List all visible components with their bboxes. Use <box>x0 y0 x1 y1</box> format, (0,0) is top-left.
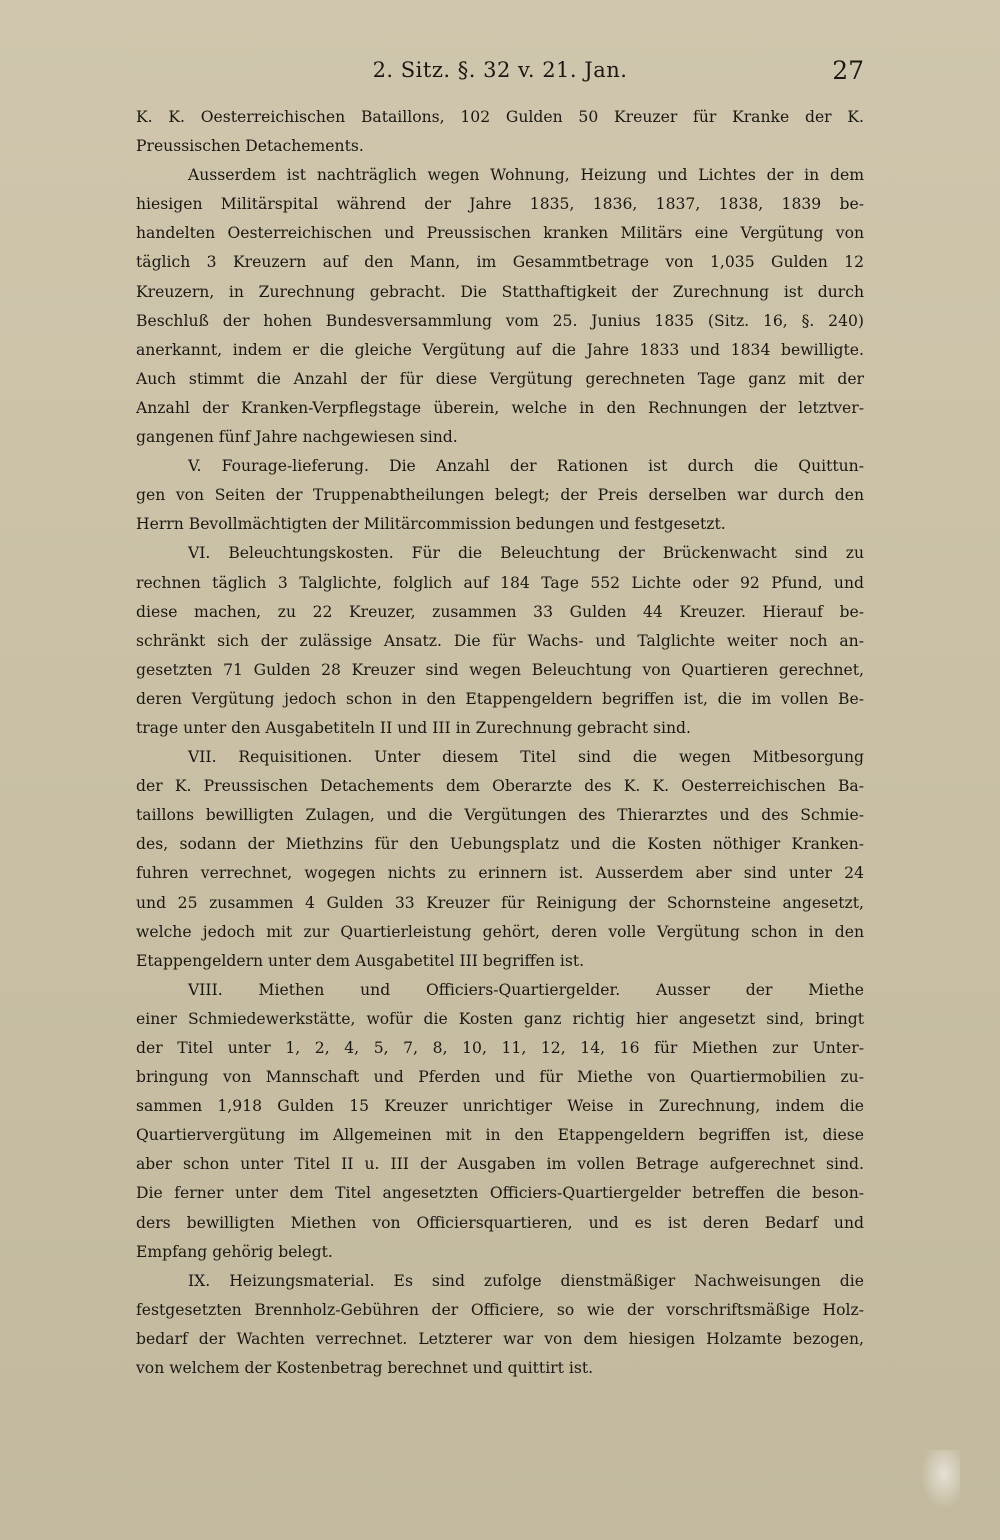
text-line: taillons bewilligten Zulagen, und die Vergütungen des Thierarztes und des Schmie- <box>136 806 864 825</box>
text-line: ders bewilligten Miethen von Officiersquartieren, und es ist deren Bedarf und <box>136 1213 864 1232</box>
body-text <box>136 103 864 1383</box>
text-line: Anzahl der Kranken-Verpflegstage überein, welche in den Rechnungen der letztver- <box>136 398 864 417</box>
text-line: anerkannt, indem er die gleiche Vergütung auf die Jahre 1833 und 1834 bewilligte. <box>136 340 864 359</box>
text-line: und 25 zusammen 4 Gulden 33 Kreuzer für Reinigung der Schornsteine angesetzt, <box>136 893 864 912</box>
section-heading-line: IX. Heizungsmaterial. Es sind zufolge dienstmäßiger Nachweisungen die <box>188 1271 864 1290</box>
text-line: von welchem der Kostenbetrag berechnet und quittirt ist. <box>136 1359 594 1378</box>
text-line: der Titel unter 1, 2, 4, 5, 7, 8, 10, 11, 12, 14, 16 für Miethen zur Unter- <box>136 1039 864 1057</box>
text-line: rechnen täglich 3 Talglichte, folglich auf 184 Tage 552 Lichte oder 92 Pfund, und <box>136 573 864 592</box>
text-line: Etappengeldern unter dem Ausgabetitel III begriffen ist. <box>136 951 585 970</box>
text-line: des, sodann der Miethzins für den Uebungsplatz und die Kosten nöthiger Kranken- <box>136 835 864 854</box>
text-line: deren Vergütung jedoch schon in den Etappengeldern begriffen ist, die im vollen Be- <box>136 689 864 708</box>
text-line: Ausserdem ist nachträglich wegen Wohnung, Heizung und Lichtes der in dem <box>188 166 864 185</box>
text-line: Quartiervergütung im Allgemeinen mit in den Etappengeldern begriffen ist, diese <box>136 1126 864 1145</box>
text-line: gangenen fünf Jahre nachgewiesen sind. <box>136 428 458 447</box>
text-line: fuhren verrechnet, wogegen nichts zu erinnern ist. Ausserdem aber sind unter 24 <box>136 864 864 883</box>
text-line: bringung von Mannschaft und Pferden und für Miethe von Quartiermobilien zu- <box>136 1068 864 1087</box>
text-line: Die ferner unter dem Titel angesetzten Officiers-Quartiergelder betreffen die beson- <box>136 1184 864 1203</box>
text-line: täglich 3 Kreuzern auf den Mann, im Gesammtbetrage von 1,035 Gulden 12 <box>136 253 864 272</box>
text-line: welche jedoch mit zur Quartierleistung gehört, deren volle Vergütung schon in den <box>136 922 864 941</box>
text-line: Auch stimmt die Anzahl der für diese Vergütung gerechneten Tage ganz mit der <box>136 369 864 388</box>
text-line: hiesigen Militärspital während der Jahre 1835, 1836, 1837, 1838, 1839 be- <box>136 195 864 214</box>
text-line: Preussischen Detachements. <box>136 137 364 156</box>
text-line: festgesetzten Brennholz-Gebühren der Officiere, so wie der vorschriftsmäßige Holz- <box>136 1300 864 1319</box>
text-line: bedarf der Wachten verrechnet. Letzterer war von dem hiesigen Holzamte bezogen, <box>136 1329 864 1348</box>
text-line: einer Schmiedewerkstätte, wofür die Kosten ganz richtig hier angesetzt sind, bringt <box>136 1009 864 1028</box>
section-heading-line: VII. Requisitionen. Unter diesem Titel sind die wegen Mitbesorgung <box>188 748 864 767</box>
text-line: aber schon unter Titel II u. III der Ausgaben im vollen Betrage aufgerechnet sind. <box>136 1155 864 1174</box>
text-line: gesetzten 71 Gulden 28 Kreuzer sind wegen Beleuchtung von Quartieren gerechnet, <box>136 660 864 679</box>
page-header <box>136 58 864 92</box>
text-line: K. K. Oesterreichischen Bataillons, 102 Gulden 50 Kreuzer für Kranke der K. <box>136 108 864 126</box>
text-line: trage unter den Ausgabetiteln II und III in Zurechnung gebracht sind. <box>136 718 691 737</box>
text-line: Kreuzern, in Zurechnung gebracht. Die Statthaftigkeit der Zurechnung ist durch <box>136 282 864 301</box>
section-heading-line: V. Fourage-lieferung. Die Anzahl der Rationen ist durch die Quittun- <box>188 457 864 476</box>
text-line: schränkt sich der zulässige Ansatz. Die für Wachs- und Talglichte weiter noch an- <box>136 631 864 650</box>
page-number: 27 <box>832 56 864 85</box>
text-line: Herrn Bevollmächtigten der Militärcommission bedungen und festgesetzt. <box>136 515 726 534</box>
text-line: sammen 1,918 Gulden 15 Kreuzer unrichtiger Weise in Zurechnung, indem die <box>136 1097 864 1116</box>
text-line: Beschluß der hohen Bundesversammlung vom 25. Junius 1835 (Sitz. 16, §. 240) <box>136 311 864 330</box>
paper-stain <box>920 1450 960 1510</box>
text-line: handelten Oesterreichischen und Preussischen kranken Militärs eine Vergütung von <box>136 224 864 243</box>
text-line: gen von Seiten der Truppenabtheilungen belegt; der Preis derselben war durch den <box>136 486 864 505</box>
section-heading-line: VIII. Miethen und Officiers-Quartiergelder. Ausser der Miethe <box>188 980 864 999</box>
running-head: 2. Sitz. §. 32 v. 21. Jan. <box>372 58 628 82</box>
section-heading-line: VI. Beleuchtungskosten. Für die Beleuchtung der Brückenwacht sind zu <box>188 544 864 563</box>
text-line: der K. Preussischen Detachements dem Oberarzte des K. K. Oesterreichischen Ba- <box>136 777 864 796</box>
text-line: diese machen, zu 22 Kreuzer, zusammen 33 Gulden 44 Kreuzer. Hierauf be- <box>136 602 864 621</box>
text-line: Empfang gehörig belegt. <box>136 1242 333 1261</box>
